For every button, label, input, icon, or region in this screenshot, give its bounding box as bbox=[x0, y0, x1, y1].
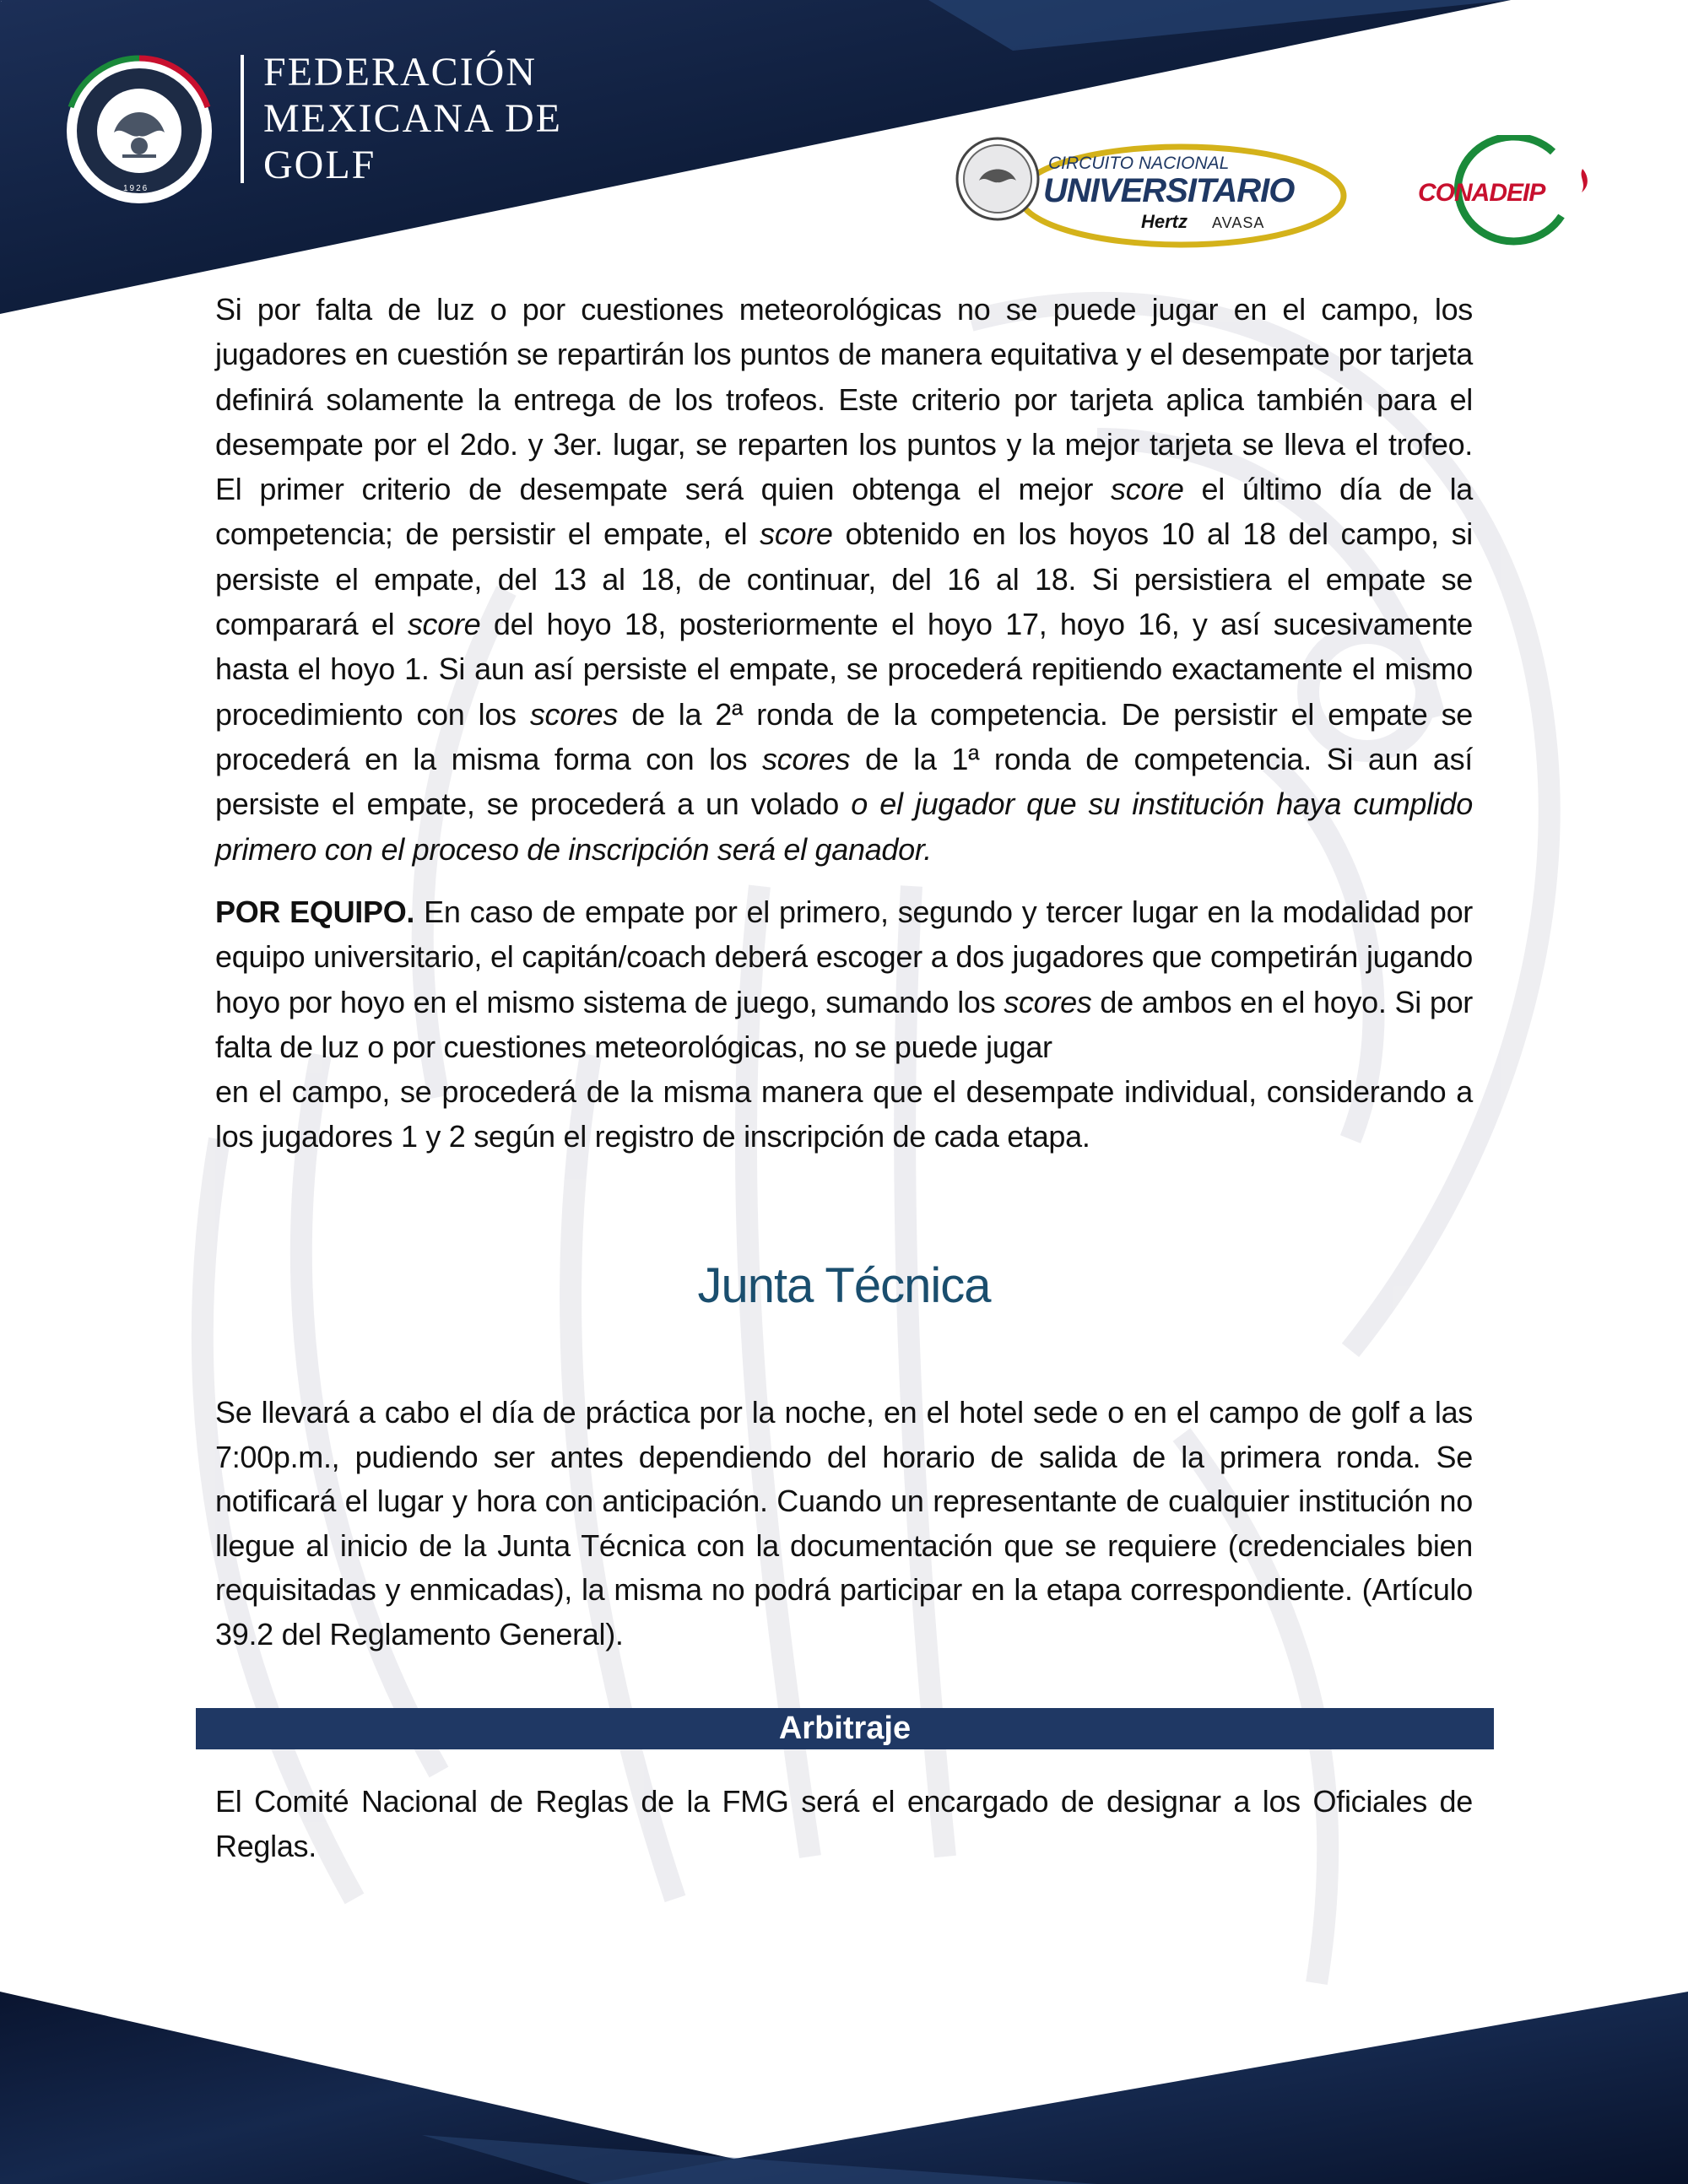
org-name bbox=[263, 49, 562, 188]
text-run: obtenido en los hoyos 10 al 18 del campo, si persiste el empate, del 13 al 18, de continuar, del 16 al 18. Si persistiera el empate se comparará el bbox=[215, 516, 1473, 642]
conadeip-text: CONADEIP bbox=[1418, 179, 1545, 207]
seal-ring-text bbox=[1, 1, 2, 2]
org-name-line-1: FEDERACIÓN bbox=[263, 50, 538, 95]
cnu-line-2: UNIVERSITARIO bbox=[1043, 172, 1295, 209]
arbitraje-header-bar bbox=[196, 1708, 1494, 1749]
text-run: de la 2ª ronda de la competencia. De persistir el empate se procederá en la misma forma con los bbox=[215, 696, 1473, 776]
text-run: de la 1ª ronda de competencia. Si aun así persiste el empate, se procederá a un volado bbox=[215, 741, 1473, 822]
desempate-equipo-paragraph-cont bbox=[215, 1069, 1473, 1160]
desempate-equipo-paragraph bbox=[215, 889, 1473, 1069]
text-run: el último día de la competencia; de persistir el empate, el bbox=[215, 472, 1474, 552]
text-run-italic: scores bbox=[761, 741, 851, 776]
circuito-universitario-logo bbox=[954, 135, 1350, 253]
cnu-sponsor-avasa: AVASA bbox=[1212, 214, 1265, 231]
text-run-italic: score bbox=[760, 516, 833, 552]
junta-tecnica-title: Junta Técnica bbox=[697, 1258, 991, 1313]
text-run-italic: scores bbox=[529, 696, 619, 732]
seal-year: 1926 bbox=[123, 184, 149, 193]
text-run-italic: o el jugador que su institución haya cumplido primero con el proceso de inscripción será el ganador. bbox=[215, 787, 1473, 867]
por-equipo-label: POR EQUIPO. bbox=[215, 895, 415, 929]
text-run: En caso de empate por el primero, segundo y tercer lugar en la modalidad por equipo universitario, el capitán/coach deberá escoger a dos jugadores que competirán jugando hoyo por hoyo en el mismo sistema de juego, sumando los bbox=[215, 895, 1473, 1019]
text-run-italic: score bbox=[1111, 472, 1184, 507]
desempate-section bbox=[215, 287, 1473, 1160]
arbitraje-paragraph: El Comité Nacional de Reglas de la FMG será el encargado de designar a los Oficiales de Reglas. bbox=[215, 1784, 1473, 1863]
junta-tecnica-paragraph: Se llevará a cabo el día de práctica por la noche, en el hotel sede o en el campo de golf a las 7:00p.m., pudiendo ser antes dependiendo del horario de salida de la primera ronda. Se notificará el lugar y hora con anticipación. Cuando un representante de cualquier institución no llegue al inicio de la Junta Técnica con la documentación que se requiere (credenciales bien requisitadas y enmicadas), la misma no podrá participar en la etapa correspondiente. (Artículo 39.2 del Reglamento General). bbox=[215, 1395, 1473, 1652]
text-run: en el campo, se procederá de la misma manera que el desempate individual, considerando a los jugadores 1 y 2 según el registro de inscripción de cada etapa. bbox=[215, 1074, 1473, 1154]
arbitraje-title: Arbitraje bbox=[778, 1711, 912, 1746]
text-run: de ambos en el hoyo. Si por falta de luz o por cuestiones meteorológicas, no se puede jugar bbox=[215, 984, 1473, 1064]
conadeip-logo bbox=[1409, 135, 1595, 253]
text-run: del hoyo 18, posteriormente el hoyo 17, hoyo 16, y así sucesivamente hasta el hoyo 1. Si aun así persiste el empate, se procederá repitiendo exactamente el mismo procedimiento con los bbox=[215, 607, 1473, 732]
header-divider bbox=[241, 55, 244, 183]
text-run-italic: scores bbox=[1004, 984, 1092, 1019]
org-name-line-2: MEXICANA DE bbox=[263, 96, 562, 141]
arbitraje-section bbox=[215, 1779, 1473, 1868]
text-run-italic: score bbox=[407, 607, 481, 642]
junta-tecnica-section bbox=[215, 1391, 1473, 1657]
cnu-line-1: CIRCUITO NACIONAL bbox=[1048, 154, 1230, 173]
org-name-line-3: GOLF bbox=[263, 143, 376, 187]
text-run: Si por falta de luz o por cuestiones meteorológicas no se puede jugar en el campo, los jugadores en cuestión se repartirán los puntos de manera equitativa y el desempate por tarjeta definirá solamente la entrega de los trofeos. Este criterio por tarjeta aplica también para el desempate por el 2do. y 3er. lugar, se reparten los puntos y la mejor tarjeta se lleva el trofeo. El primer criterio de desempate será quien obtenga el mejor bbox=[215, 292, 1473, 507]
cnu-sponsor-hertz: Hertz bbox=[1141, 211, 1188, 232]
desempate-individual-paragraph bbox=[215, 287, 1473, 868]
